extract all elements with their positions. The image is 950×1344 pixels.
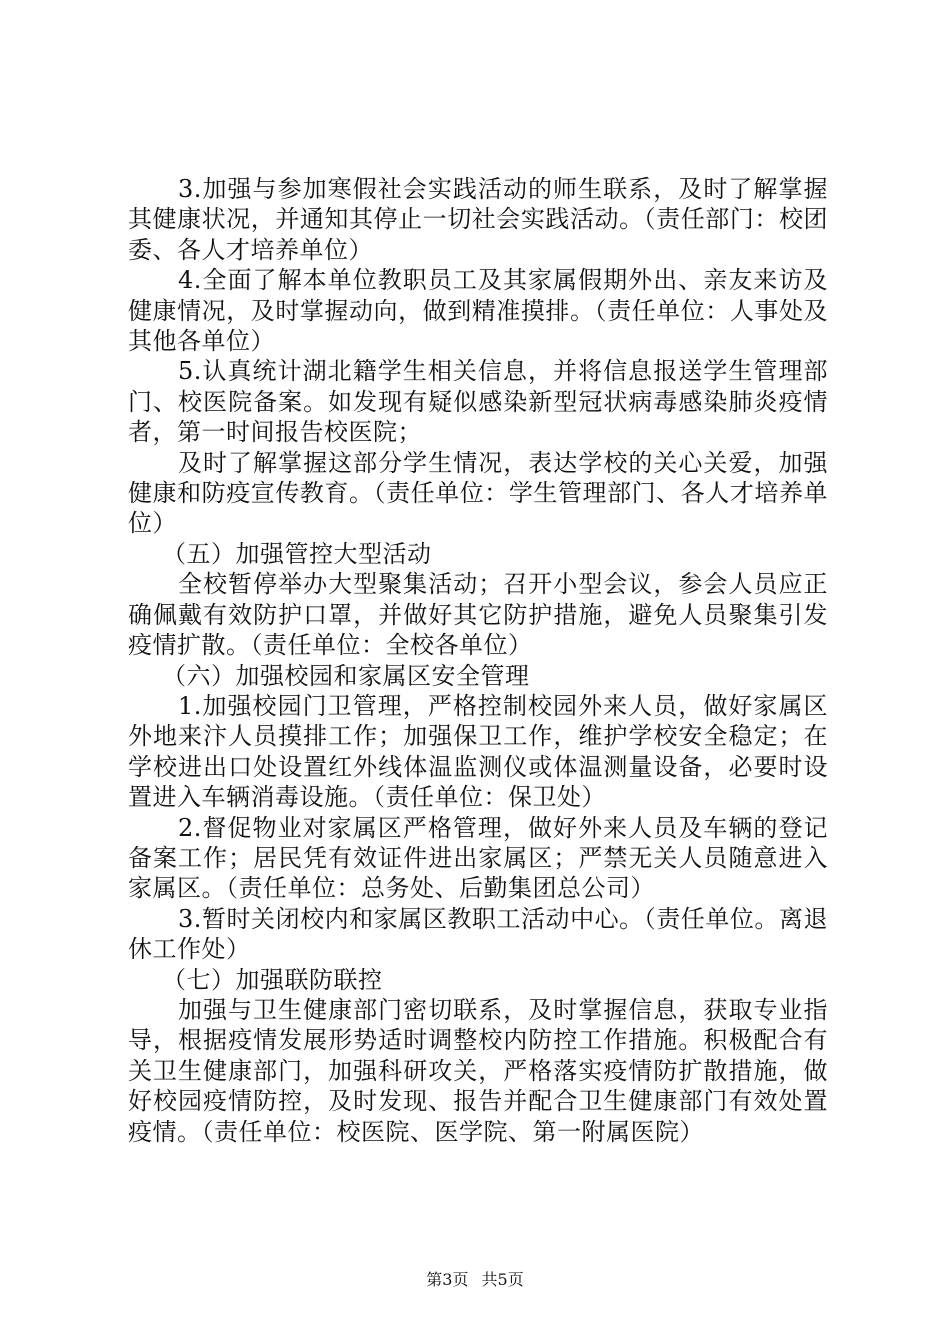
page-number: 第3页: [426, 1270, 469, 1289]
section-heading-5: （五）加强管控大型活动: [162, 539, 432, 568]
document-body: [128, 174, 828, 1147]
section-heading-6: （六）加强校园和家属区安全管理: [162, 661, 530, 690]
paragraph-large-events: 全校暂停举办大型聚集活动；召开小型会议，参会人员应正确佩戴有效防护口罩，并做好其它防护措施，避免人员聚集引发疫情扩散。（责任单位：全校各单位）: [128, 570, 828, 660]
paragraph-student-care: 及时了解掌握这部分学生情况，表达学校的关心关爱，加强健康和防疫宣传教育。（责任单位：学生管理部门、各人才培养单位）: [128, 448, 828, 538]
paragraph-joint-control: 加强与卫生健康部门密切联系，及时掌握信息，获取专业指导，根据疫情发展形势适时调整校内防控工作措施。积极配合有关卫生健康部门，加强科研攻关，严格落实疫情防扩散措施，做好校园疫情防控，及时发现、报告并配合卫生健康部门有效处置疫情。（责任单位：校医院、医学院、第一附属医院）: [128, 995, 828, 1146]
paragraph-2-property-management: 2.督促物业对家属区严格管理，做好外来人员及车辆的登记备案工作；居民凭有效证件进出家属区；严禁无关人员随意进入家属区。（责任单位：总务处、后勤集团总公司）: [128, 813, 828, 903]
page-total: 共5页: [481, 1270, 524, 1289]
paragraph-3-close-activity-center: 3.暂时关闭校内和家属区教职工活动中心。（责任单位。离退休工作处）: [128, 904, 828, 964]
paragraph-1-gate-security: 1.加强校园门卫管理，严格控制校园外来人员，做好家属区外地来汴人员摸排工作；加强保卫工作，维护学校安全稳定；在学校进出口处设置红外线体温监测仪或体温测量设备，必要时设置进入车辆消毒设施。（责任单位：保卫处）: [128, 691, 828, 812]
paragraph-5-hubei-students: 5.认真统计湖北籍学生相关信息，并将信息报送学生管理部门、校医院备案。如发现有疑似感染新型冠状病毒感染肺炎疫情者，第一时间报告校医院；: [128, 357, 828, 447]
section-heading-7: （七）加强联防联控: [162, 965, 383, 994]
page-footer: [0, 1270, 950, 1290]
paragraph-3-contact-students: 3.加强与参加寒假社会实践活动的师生联系，及时了解掌握其健康状况，并通知其停止一切社会实践活动。（责任部门：校团委、各人才培养单位）: [128, 175, 828, 264]
paragraph-4-staff-tracking: 4.全面了解本单位教职员工及其家属假期外出、亲友来访及健康情况，及时掌握动向，做到精准摸排。（责任单位：人事处及其他各单位）: [128, 266, 828, 356]
